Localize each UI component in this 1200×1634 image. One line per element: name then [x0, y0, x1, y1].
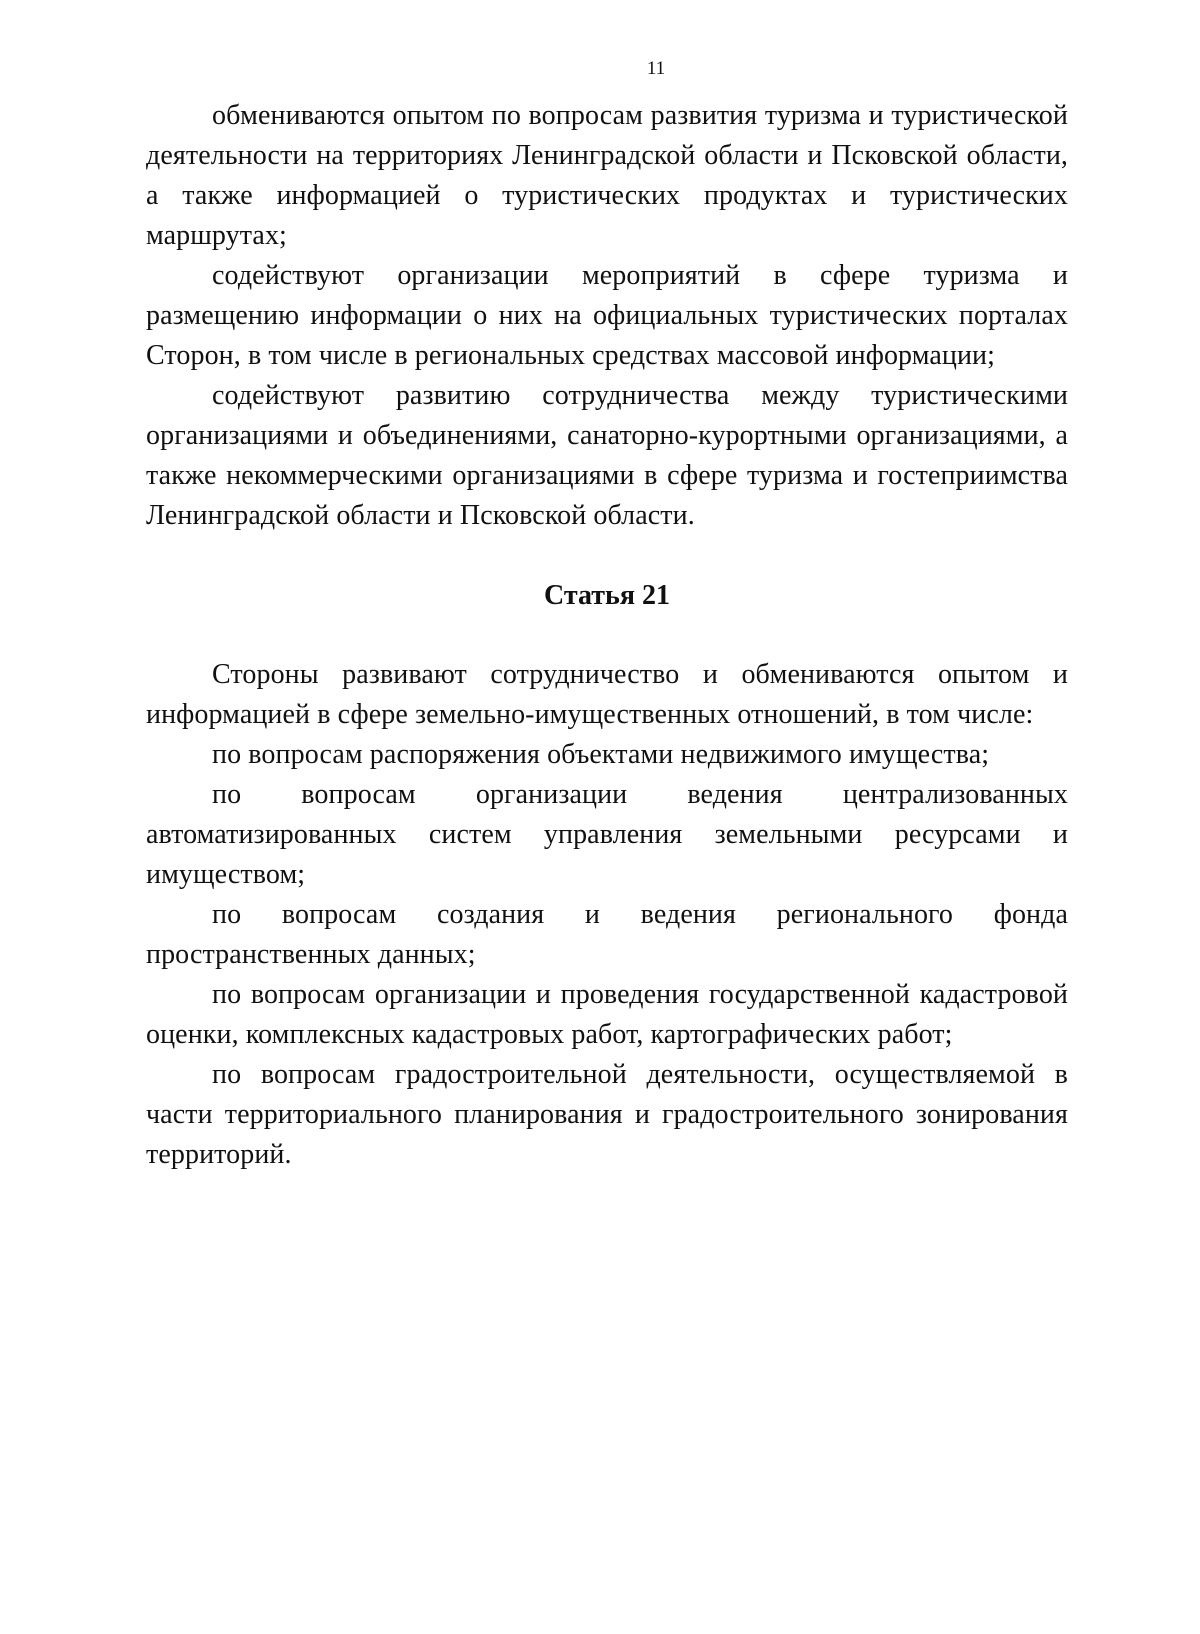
document-body [146, 96, 1068, 1175]
paragraph-tourism-experience: обмениваются опытом по вопросам развития туризма и туристической деятельности на территориях Ленинградской области и Псковской области, а также информацией о туристических продуктах и туристических маршрутах; [146, 100, 1068, 251]
article-heading: Статья 21 [544, 580, 670, 611]
page-number: 11 [646, 58, 666, 79]
paragraph-tourism-events: содействуют организации мероприятий в сфере туризма и размещению информации о них на официальных туристических порталах Сторон, в том числе в региональных средствах массовой информации; [146, 260, 1068, 371]
paragraph-article-intro: Стороны развивают сотрудничество и обмениваются опытом и информацией в сфере земельно-имущественных отношений, в том числе: [146, 659, 1068, 730]
paragraph-real-estate: по вопросам распоряжения объектами недвижимого имущества; [212, 739, 990, 770]
paragraph-tourism-cooperation: содействуют развитию сотрудничества между туристическими организациями и объединениями, санаторно-курортными организациями, а также некоммерческими организациями в сфере туризма и гостеприимства Ленинградской области и Псковской области. [146, 380, 1068, 531]
spacer [146, 616, 1068, 655]
paragraph-automated-systems: по вопросам организации ведения централизованных автоматизированных систем управления земельными ресурсами и имуществом; [146, 779, 1068, 890]
paragraph-urban-planning: по вопросам градостроительной деятельности, осуществляемой в части территориального планирования и градостроительного зонирования территорий. [146, 1059, 1068, 1170]
paragraph-cadastral: по вопросам организации и проведения государственной кадастровой оценки, комплексных кадастровых работ, картографических работ; [146, 979, 1068, 1050]
paragraph-spatial-data: по вопросам создания и ведения регионального фонда пространственных данных; [146, 899, 1068, 970]
spacer [146, 536, 1068, 576]
